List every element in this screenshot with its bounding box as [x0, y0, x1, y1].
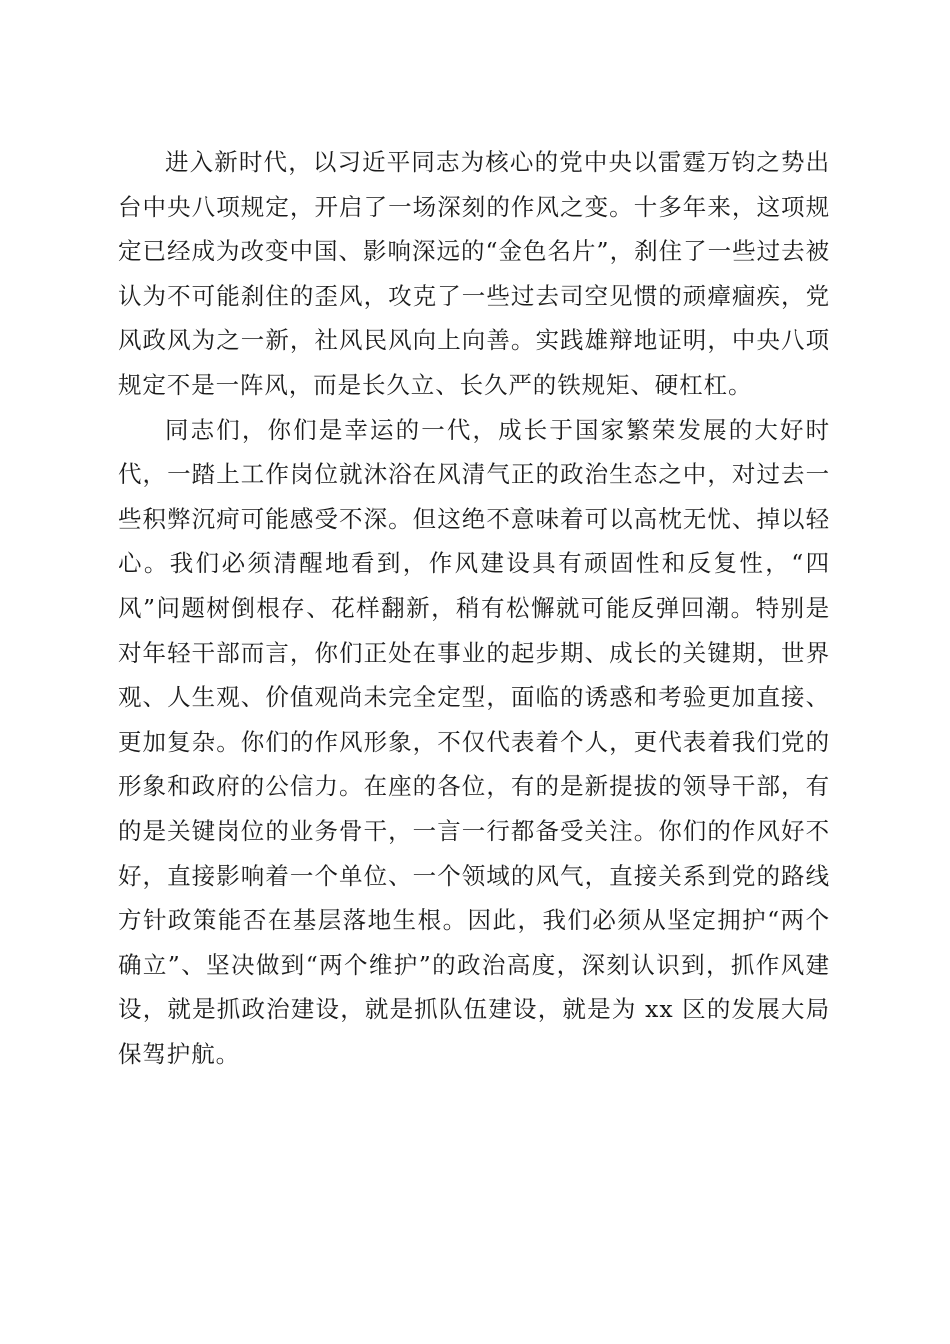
document-body: [118, 140, 830, 1076]
paragraph-2: 同志们，你们是幸运的一代，成长于国家繁荣发展的大好时代，一踏上工作岗位就沐浴在风清气正的政治生态之中，对过去一些积弊沉疴可能感受不深。但这绝不意味着可以高枕无忧、掉以轻心。我们必须清醒地看到，作风建设具有顽固性和反复性，“四风”问题树倒根存、花样翻新，稍有松懈就可能反弹回潮。特别是对年轻干部而言，你们正处在事业的起步期、成长的关键期，世界观、人生观、价值观尚未完全定型，面临的诱惑和考验更加直接、更加复杂。你们的作风形象，不仅代表着个人，更代表着我们党的形象和政府的公信力。在座的各位，有的是新提拔的领导干部，有的是关键岗位的业务骨干，一言一行都备受关注。你们的作风好不好，直接影响着一个单位、一个领域的风气，直接关系到党的路线方针政策能否在基层落地生根。因此，我们必须从坚定拥护“两个确立”、坚决做到“两个维护”的政治高度，深刻认识到，抓作风建设，就是抓政治建设，就是抓队伍建设，就是为 xx 区的发展大局保驾护航。: [118, 415, 830, 1068]
paragraph-1: 进入新时代，以习近平同志为核心的党中央以雷霆万钧之势出台中央八项规定，开启了一场深刻的作风之变。十多年来，这项规定已经成为改变中国、影响深远的“金色名片”，刹住了一些过去被认为不可能刹住的歪风，攻克了一些过去司空见惯的顽瘴痼疾，党风政风为之一新，社风民风向上向善。实践雄辩地证明，中央八项规定不是一阵风，而是长久立、长久严的铁规矩、硬杠杠。: [118, 148, 830, 399]
